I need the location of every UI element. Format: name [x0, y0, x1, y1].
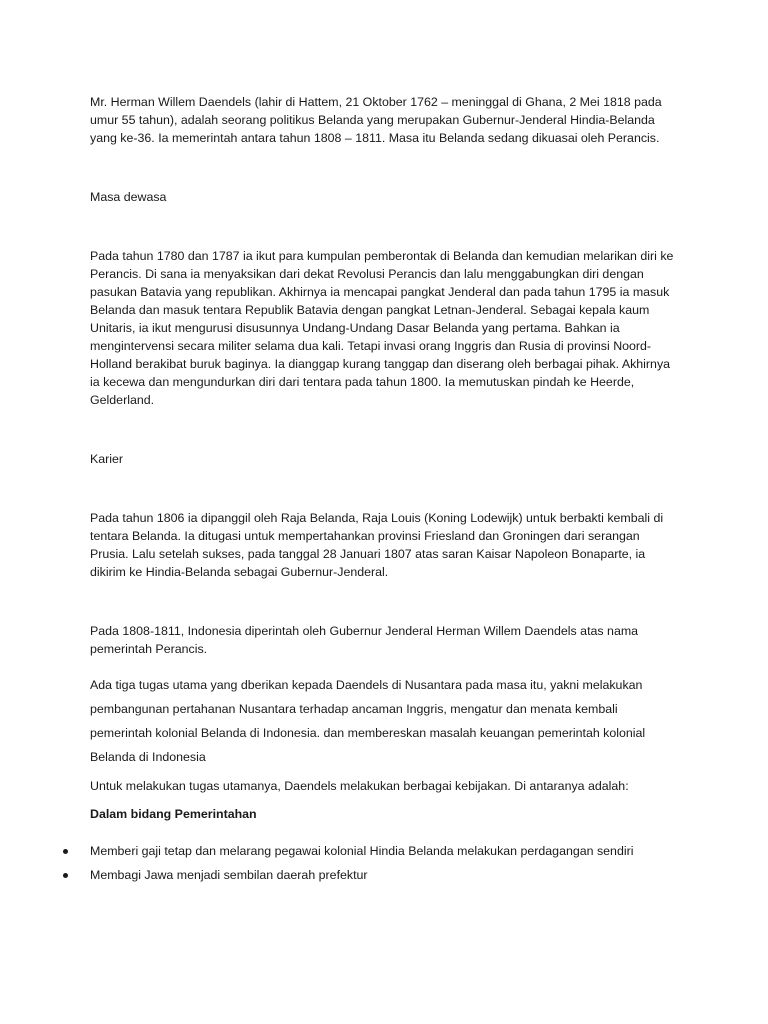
paragraph-karier-1: Pada tahun 1806 ia dipanggil oleh Raja Belanda, Raja Louis (Koning Lodewijk) untuk berbakti kembali di tentara Belanda. Ia ditugasi untuk mempertahankan provinsi Friesland dan Groningen dari serangan Prusia. Lalu setelah sukses, pada tanggal 28 Januari 1807 atas saran Kaisar Napoleon Bonaparte, ia dikirim ke Hindia-Belanda sebagai Gubernur-Jenderal.	[90, 511, 664, 579]
bullet-icon	[63, 849, 68, 854]
list-item	[90, 866, 680, 884]
intro-paragraph: Mr. Herman Willem Daendels (lahir di Hattem, 21 Oktober 1762 – meninggal di Ghana, 2 Mei 1818 pada umur 55 tahun), adalah seorang politikus Belanda yang merupakan Gubernur-Jenderal Hindia-Belanda yang ke-36. Ia memerintah antara tahun 1808 – 1811. Masa itu Belanda sedang dikuasai oleh Perancis.	[90, 95, 662, 145]
heading-karier: Karier	[90, 452, 124, 466]
heading-masa-dewasa: Masa dewasa	[90, 190, 167, 204]
list-item-text: Membagi Jawa menjadi sembilan daerah prefektur	[90, 868, 368, 882]
list-item-text: Memberi gaji tetap dan melarang pegawai kolonial Hindia Belanda melakukan perdagangan sendiri	[90, 844, 634, 858]
subheading-pemerintahan: Dalam bidang Pemerintahan	[90, 807, 257, 821]
policy-bullet-list	[90, 842, 680, 884]
bullet-icon	[63, 873, 68, 878]
paragraph-karier-4: Untuk melakukan tugas utamanya, Daendels melakukan berbagai kebijakan. Di antaranya adalah:	[90, 779, 629, 793]
paragraph-karier-2: Pada 1808-1811, Indonesia diperintah oleh Gubernur Jenderal Herman Willem Daendels atas nama pemerintah Perancis.	[90, 624, 639, 656]
paragraph-masa-dewasa: Pada tahun 1780 dan 1787 ia ikut para kumpulan pemberontak di Belanda dan kemudian melarikan diri ke Perancis. Di sana ia menyaksikan dari dekat Revolusi Perancis dan lalu menggabungkan diri dengan pasukan Batavia yang republikan. Akhirnya ia mencapai pangkat Jenderal dan pada tahun 1795 ia masuk Belanda dan masuk tentara Republik Batavia dengan pangkat Letnan-Jenderal. Sebagai kepala kaum Unitaris, ia ikut mengurusi disusunnya Undang-Undang Dasar Belanda yang pertama. Bahkan ia mengintervensi secara militer selama dua kali. Tetapi invasi orang Inggris dan Rusia di provinsi Noord-Holland berakibat buruk baginya. Ia dianggap kurang tanggap dan diserang oleh berbagai pihak. Akhirnya ia kecewa dan mengundurkan diri dari tentara pada tahun 1800. Ia memutuskan pindah ke Heerde, Gelderland.	[90, 249, 674, 407]
list-item	[90, 842, 680, 860]
document-page	[90, 93, 680, 890]
paragraph-karier-3: Ada tiga tugas utama yang dberikan kepada Daendels di Nusantara pada masa itu, yakni melakukan pembangunan pertahanan Nusantara terhadap ancaman Inggris, mengatur dan menata kembali pemerintah kolonial Belanda di Indonesia. dan membereskan masalah keuangan pemerintah kolonial Belanda di Indonesia	[90, 678, 646, 764]
